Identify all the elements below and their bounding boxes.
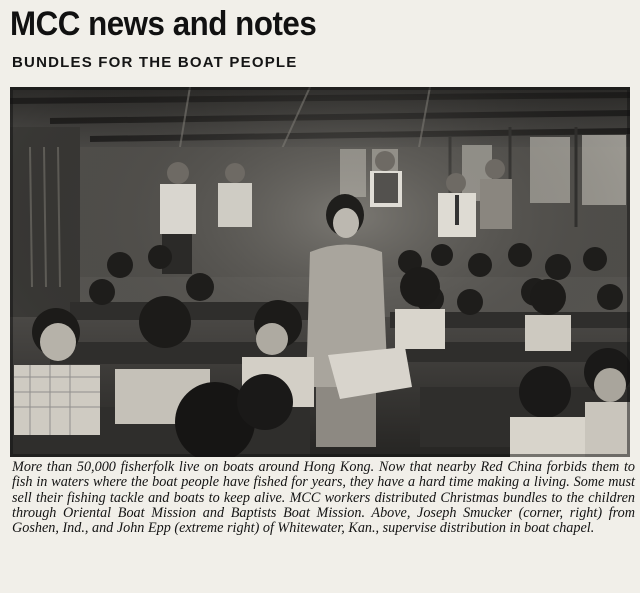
article-headline: BUNDLES FOR THE BOAT PEOPLE bbox=[12, 54, 298, 71]
boat-chapel-photo bbox=[10, 87, 630, 457]
photo-caption: More than 50,000 fisherfolk live on boats around Hong Kong. Now that nearby Red China forbids them to fish in waters where the boat people have fished for years, they have a hard time making a living. Some must sell their fishing tackle and boats to keep alive. MCC workers distributed Christmas bundles to the children through Oriental Boat Mission and Baptists Boat Mission. Above, Joseph Smucker (corner, right) from Goshen, Ind., and John Epp (extreme right) of Whitewater, Kan., supervise distribution in boat chapel. bbox=[12, 459, 635, 537]
news-photo bbox=[10, 87, 630, 457]
page-title: MCC news and notes bbox=[10, 5, 317, 43]
